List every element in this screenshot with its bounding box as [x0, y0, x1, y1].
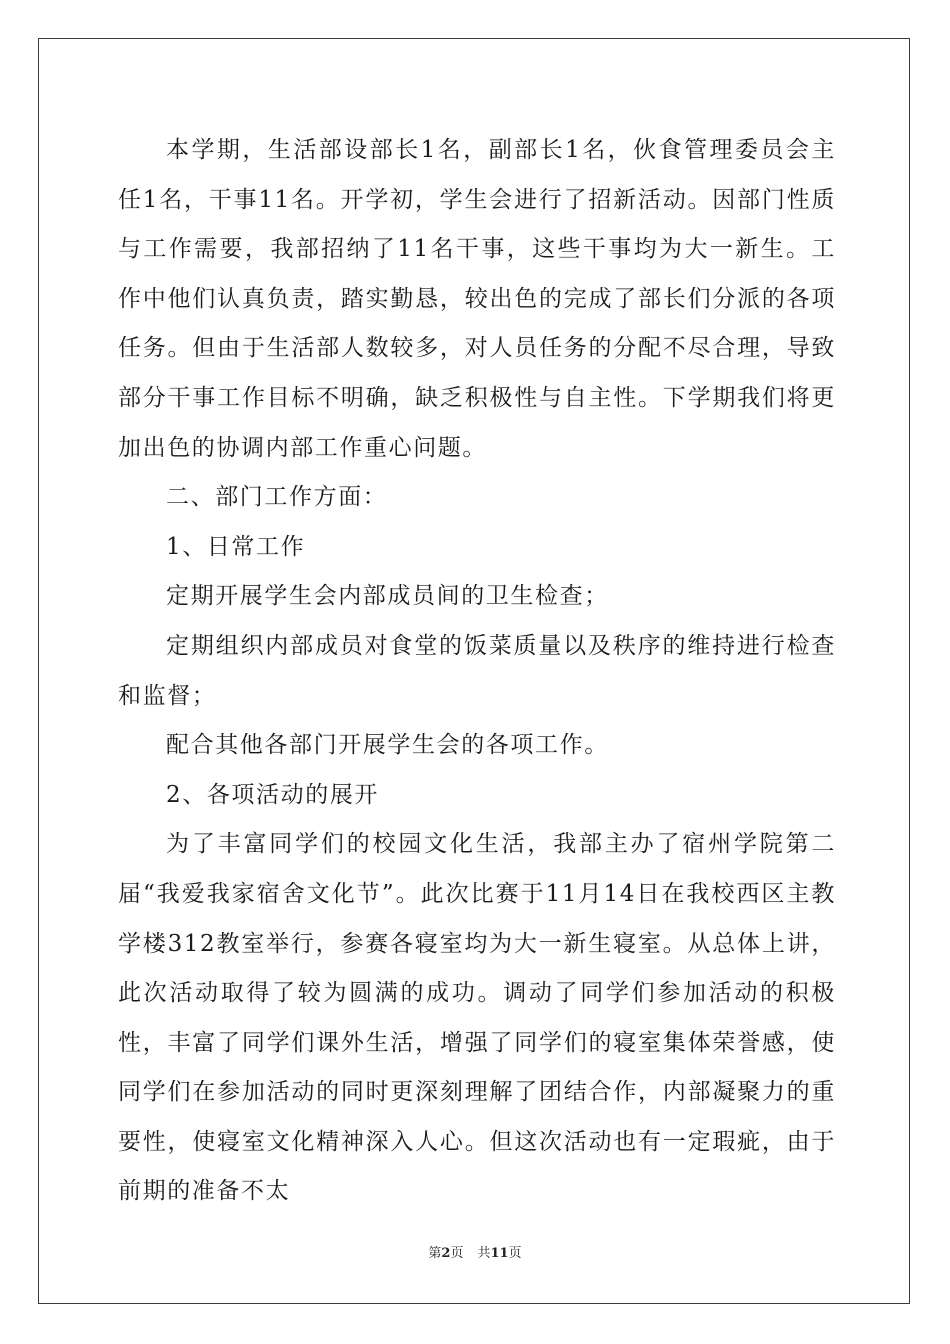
paragraph-dorm-festival: 为了丰富同学们的校园文化生活，我部主办了宿州学院第二届“我爱我家宿舍文化节”。此次比赛于11月14日在我校西区主教学楼312教室举行，参赛各寝室均为大一新生寝室。从总体上讲，此次活动取得了较为圆满的成功。调动了同学们参加活动的积极性，丰富了同学们课外生活，增强了同学们的寝室集体荣誉感，使同学们在参加活动的同时更深刻理解了团结合作，内部凝聚力的重要性，使寝室文化精神深入人心。但这次活动也有一定瑕疵，由于前期的准备不太 [118, 831, 836, 1205]
paragraph-intro: 本学期，生活部设部长1名，副部长1名，伙食管理委员会主任1名，干事11名。开学初，学生会进行了招新活动。因部门性质与工作需要，我部招纳了11名干事，这些干事均为大一新生。工作中他们认真负责，踏实勤恳，较出色的完成了部长们分派的各项任务。但由于生活部人数较多，对人员任务的分配不尽合理，导致部分干事工作目标不明确，缺乏积极性与自主性。下学期我们将更加出色的协调内部工作重心问题。 [118, 137, 836, 461]
document-body [118, 126, 836, 1217]
paragraph-cooperation: 配合其他各部门开展学生会的各项工作。 [166, 732, 609, 759]
footer-total-prefix: 共 [477, 1246, 491, 1261]
section-heading-department-work: 二、部门工作方面： [166, 484, 388, 511]
footer-page-prefix: 第 [428, 1246, 442, 1261]
subheading-daily-work: 1、日常工作 [166, 533, 306, 560]
footer-page-suffix: 页 [450, 1246, 464, 1261]
paragraph-canteen-check: 定期组织内部成员对食堂的饭菜质量以及秩序的维持进行检查和监督； [118, 632, 836, 709]
footer-page-total: 11 [490, 1246, 509, 1261]
paragraph-hygiene-check: 定期开展学生会内部成员间的卫生检查； [166, 583, 609, 610]
footer-total-suffix: 页 [508, 1246, 522, 1261]
subheading-activities: 2、各项活动的展开 [166, 781, 380, 808]
footer-page-current: 2 [441, 1246, 451, 1261]
page-footer [0, 1245, 950, 1263]
